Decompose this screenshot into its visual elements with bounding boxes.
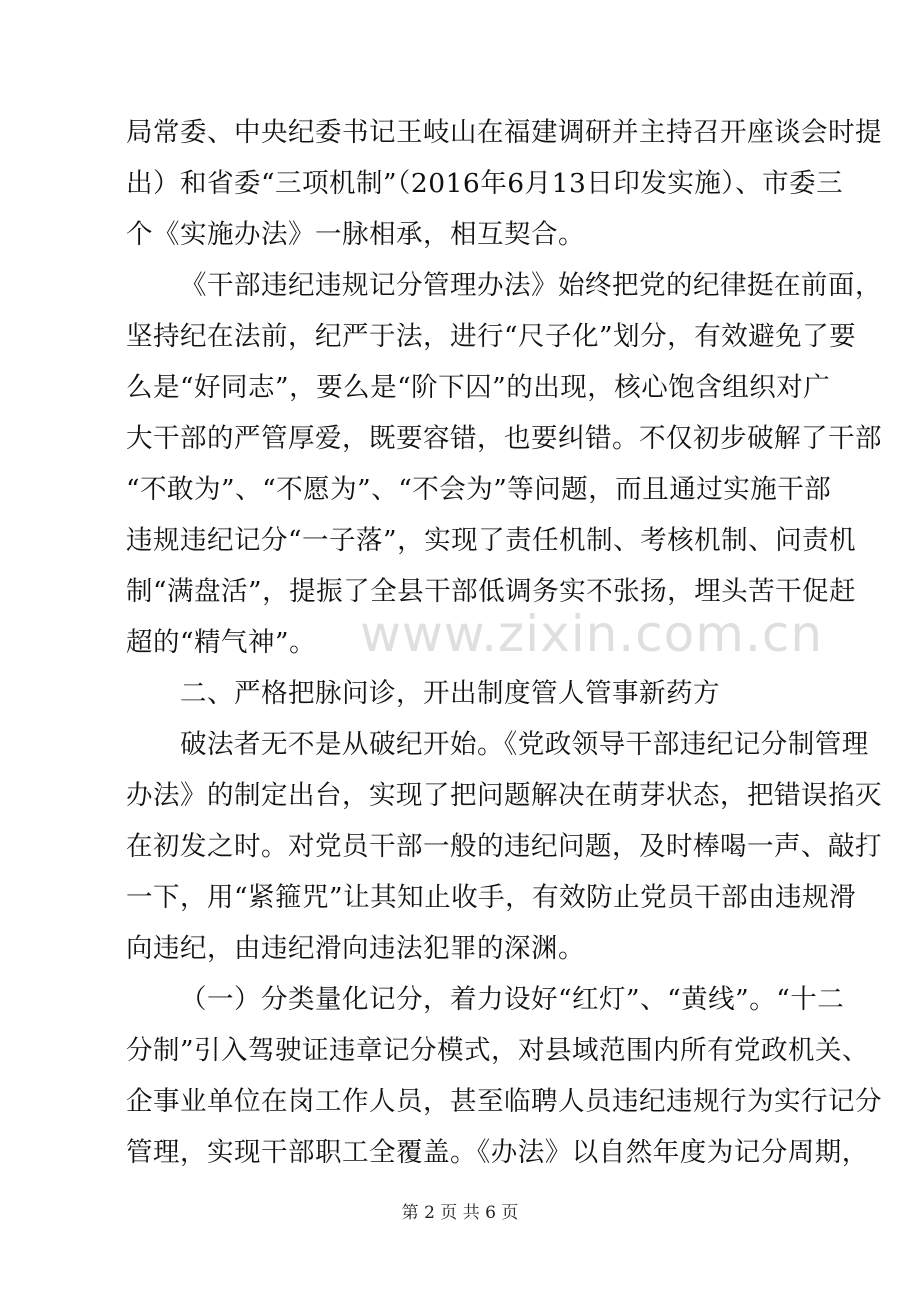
watermark: www.zixin.com.cn	[360, 605, 824, 663]
text-line: 向违纪，由违纪滑向违法犯罪的深渊。	[126, 933, 585, 964]
paragraph-first-line: 破法者无不是从破纪开始。《党政领导干部违纪记分制管理	[180, 729, 869, 760]
text-line: 办法》的制定出台，实现了把问题解决在萌芽状态，把错误掐灭	[126, 780, 882, 811]
text-line: 超的“精气神”。	[126, 627, 317, 658]
text-line: 在初发之时。对党员干部一般的违纪问题，及时棒喝一声、敲打	[126, 831, 882, 862]
text-line: 企事业单位在岗工作人员，甚至临聘人员违纪违规行为实行记分	[126, 1086, 882, 1117]
text-line: “不敢为”、“不愿为”、“不会为”等问题，而且通过实施干部	[126, 474, 832, 505]
text-line: 违规违纪记分“一子落”，实现了责任机制、考核机制、问责机	[126, 525, 857, 556]
text-line: 坚持纪在法前，纪严于法，进行“尺子化”划分，有效避免了要	[126, 321, 857, 352]
text-line: 局常委、中央纪委书记王岐山在福建调研并主持召开座谈会时提	[126, 117, 882, 148]
page-number: 第 2 页 共 6 页	[401, 1203, 519, 1223]
paragraph-first-line: 《干部违纪违规记分管理办法》始终把党的纪律挺在前面，	[180, 270, 882, 301]
text-line: 分制”引入驾驶证违章记分模式，对县域范围内所有党政机关、	[126, 1035, 870, 1066]
paragraph-first-line: （一）分类量化记分，着力设好“红灯”、“黄线”。“十二	[180, 984, 845, 1015]
text-line: 出）和省委“三项机制”（2016年6月13日印发实施）、市委三	[126, 168, 844, 199]
section-heading: 二、严格把脉问诊，开出制度管人管事新药方	[180, 678, 720, 709]
text-line: 个《实施办法》一脉相承，相互契合。	[126, 219, 585, 250]
text-line: 制“满盘活”，提振了全县干部低调务实不张扬，埋头苦干促赶	[126, 576, 857, 607]
text-line: 一下，用“紧箍咒”让其知止收手，有效防止党员干部由违规滑	[126, 882, 857, 913]
text-line-last: 管理，实现干部职工全覆盖。《办法》以自然年度为记分周期，	[126, 1137, 869, 1168]
text-line: 大干部的严管厚爱，既要容错，也要纠错。不仅初步破解了干部	[126, 423, 882, 454]
text-line: 么是“好同志”，要么是“阶下囚”的出现，核心饱含组织对广	[126, 372, 831, 403]
